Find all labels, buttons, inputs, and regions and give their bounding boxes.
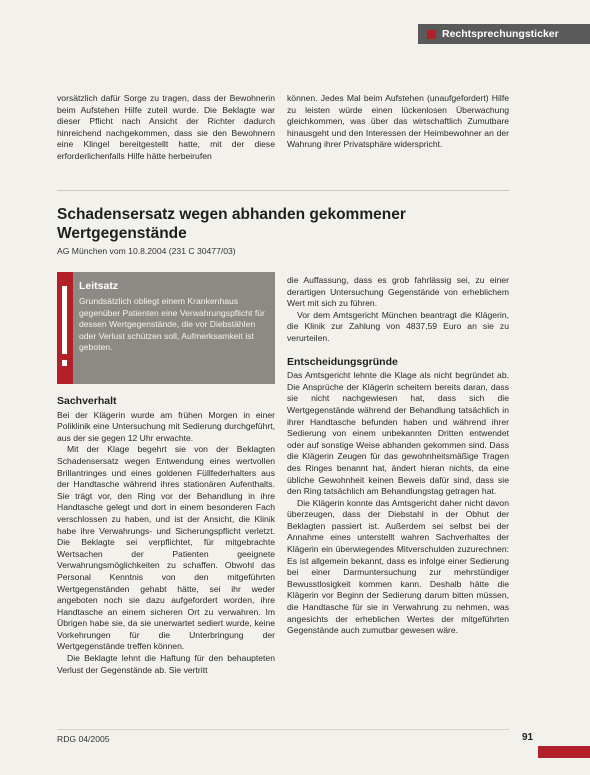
section-divider [57,190,509,191]
journal-label: RDG 04/2005 [57,734,110,744]
sachverhalt-paragraph: Mit der Klage begehrt sie von der Beklagten Schadensersatz wegen Entwendung eines wertvollen Brillantringes und eines goldenen Füllfederhalters aus der Handtasche während ihres stationären Aufenthalts. Sie trägt vor, den Ring vor der Behandlung in ihre Handtasche gelegt und dort in einem besonderen Fach verschlossen zu haben, und ist der Ansicht, die Klinik habe ihre Verwahrungs- und Sicherungspflicht verletzt. Die Beklagte sei verpflichtet, für mitgebrachte Wertsachen der Patienten geeignete Verwahrungsmöglichkeiten zu schaffen. Obwohl das Personal Kenntnis von den mitgeführten Wertgegenständen gehabt hätte, sei ihr weder angeboten noch sie dazu aufgefordert worden, ihre Handtasche an einem sicheren Ort zu verwahren. Im Übrigen habe sie, da sie unerwartet sediert wurde, keine Vorkehrungen für die Unterbringung der Wertgegenstände treffen können. [57,444,275,652]
sachverhalt-section [57,396,275,676]
entscheidungsgruende-heading: Entscheidungsgründe [287,355,398,368]
article-title: Schadensersatz wegen abhanden gekommener Wertgegenstände [57,206,406,242]
reasons-paragraph: Die Klägerin konnte das Amtsgericht daher nicht davon überzeugen, dass der Diebstahl in der Obhut der Beklagten passiert ist. Außerdem sei selbst bei der Annahme eines unterstellt wahren Sachverhaltes der Klägerin ein überwiegendes Mitverschulden zuzurechnen: Es ist allgemein bekannt, dass es infolge einer Sedierung bei einer Darmuntersuchung zur mehrstündiger Bewusstlosigkeit kommen kann. Deshalb hätte die Klägerin vor Beginn der Sedierung darum bitten müssen, die Handtasche für sie in Verwahrung zu nehmen, was angesichts der erheblichen Wertes der mitgeführten Gegenstände auch zumutbar gewesen wäre. [287,497,509,636]
section-tag [418,24,590,44]
continued-text-right [287,93,509,151]
right-paragraph: die Auffassung, dass es grob fahrlässig sei, zu einer derartigen Untersuchung Gegenstände von erheblichem Wert mit sich zu führen. [287,275,509,309]
page-accent-bar [538,746,590,758]
continued-text-left [57,93,275,163]
exclamation-icon [57,272,73,384]
leitsatz-heading: Leitsatz [79,280,119,292]
footer-divider [57,729,509,730]
page-number: 91 [522,732,534,743]
section-marker-icon [427,30,436,39]
sachverhalt-paragraph: Bei der Klägerin wurde am frühen Morgen in einer Poliklinik eine Untersuchung mit Sedierung durchgeführt, aus der sie gegen 12 Uhr erwachte. [57,409,275,443]
reasons-paragraph: Das Amtsgericht lehnte die Klage als nicht begründet ab. Die Ansprüche der Klägerin scheitern bereits daran, dass sie nicht nachgewiesen hat, dass sich die Wertgegenstände während der Behandlung tatsächlich in ihrer Handtasche befunden haben und während ihrer Sedierung von einem unbekannten Dritten entwendet oder auf sonstige Weise abhanden gekommen sind. Dass die Klägerin Zeugen für das gewohnheitsmäßige Tragen des Ringes benannt hat, ändert hieran nichts, da eine übliche Gewohnheit keinen Beweis dafür sind, dass sie den Ring tatsächlich am Behandlungstag getragen hat. [287,370,509,497]
continued-paragraph-left: vorsätzlich dafür Sorge zu tragen, dass der Bewohnerin beim Aufstehen Hilfe zuteil wurde. Die Beklagte war dieser Pflicht nach Ansicht der Richter dadurch hinreichend nachgekommen, dass sie den Bewohnern eine Klingel bereitgestellt hatte, mit der diese erforderlichenfalls Hilfe hätte herbeirufen [57,93,275,161]
right-paragraph: Vor dem Amtsgericht München beantragt die Klägerin, die Klinik zur Zahlung von 4837,59 Euro an sie zu verurteilen. [287,309,509,343]
sachverhalt-paragraph: Die Beklagte lehnt die Haftung für den behaupteten Verlust der Gegenstände ab. Sie vertritt [57,653,275,675]
leitsatz-box [57,272,275,384]
article-source: AG München vom 10.8.2004 (231 C 30477/03) [57,246,236,256]
section-tag-label: Rechtsprechungsticker [442,28,559,40]
right-column [287,275,509,637]
leitsatz-text: Grundsätzlich obliegt einem Krankenhaus gegenüber Patienten eine Verwahrungspflicht für dessen Wertgegenstände, die vor Diebstählen oder Verlust schützen soll, Aufmerksamkeit ist geboten. [79,296,265,353]
continued-paragraph-right: können. Jedes Mal beim Aufstehen (unaufgefordert) Hilfe zu leisten würde einen lückenlosen Überwachung gleichkommen, was über das wirtschaftlich Zumutbare hinausgeht und den Interessen der Heimbewohner an der Wahrung ihrer Privatsphäre widerspricht. [287,93,509,150]
sachverhalt-heading: Sachverhalt [57,395,117,407]
